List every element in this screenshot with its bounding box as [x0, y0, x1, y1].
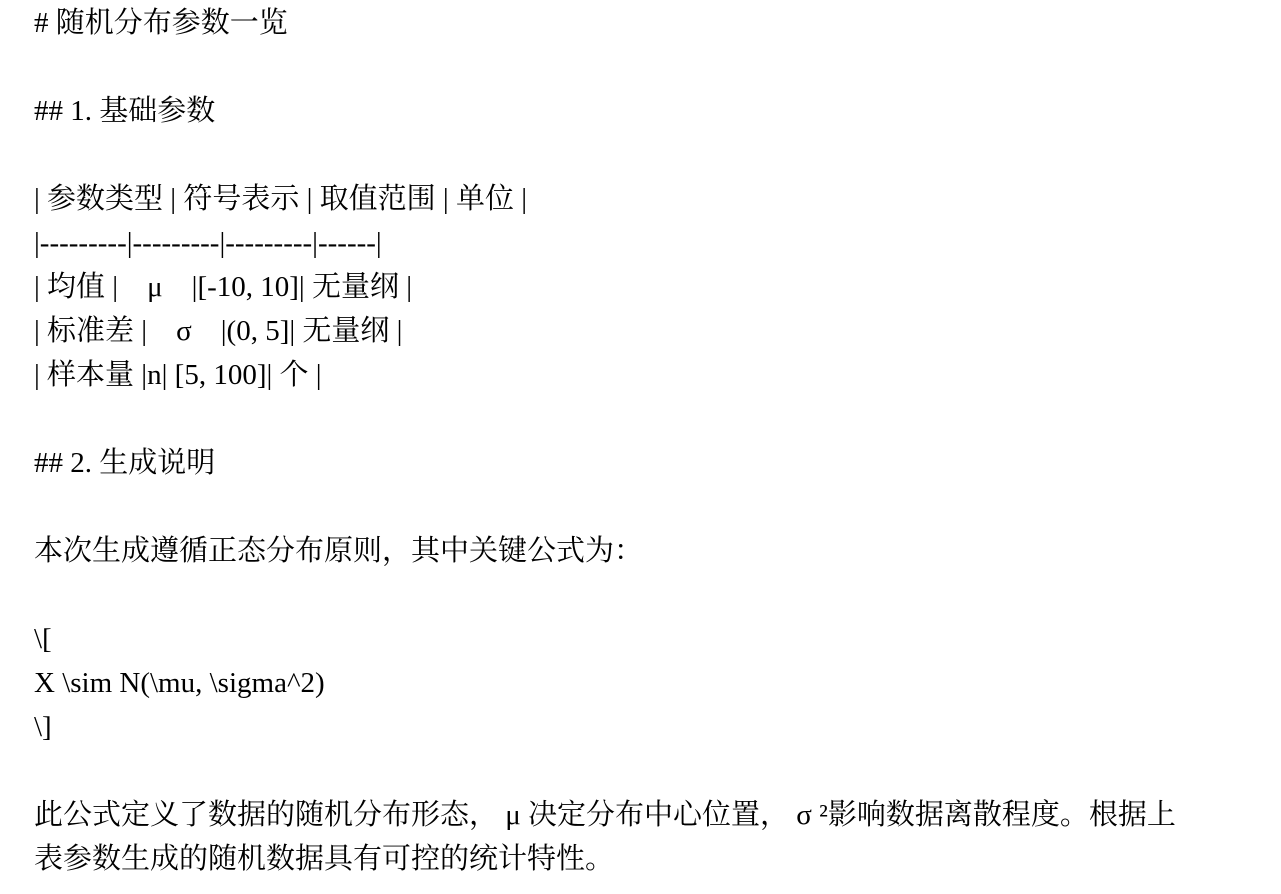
intro-paragraph-block — [34, 529, 1253, 573]
table-header-line: | 参数类型 | 符号表示 | 取值范围 | 单位 | — [34, 183, 528, 215]
table-row-samplesize: | 样本量 |n| [5, 100]| 个 | — [34, 359, 322, 391]
closing-paragraph-line-1: 此公式定义了数据的随机分布形态， μ 决定分布中心位置， σ ²影响数据离散程度。根据上 — [34, 799, 1176, 831]
intro-paragraph: 本次生成遵循正态分布原则，其中关键公式为： — [34, 535, 644, 567]
table-row-stddev: | 标准差 | σ |(0, 5]| 无量纲 | — [34, 315, 403, 347]
formula-open-delimiter: \[ — [34, 623, 52, 655]
table-row-mean: | 均值 | μ |[-10, 10]| 无量纲 | — [34, 271, 413, 303]
latex-formula-block — [34, 617, 1253, 749]
section-1-heading: ## 1. 基础参数 — [34, 95, 216, 127]
closing-paragraph-line-2: 表参数生成的随机数据具有可控的统计特性。 — [34, 843, 615, 875]
parameter-table-block — [34, 177, 1253, 397]
doc-title-block — [34, 1, 1253, 45]
section-1-heading-block — [34, 89, 1253, 133]
formula-close-delimiter: \] — [34, 711, 52, 743]
section-2-heading: ## 2. 生成说明 — [34, 447, 216, 479]
doc-title-line: # 随机分布参数一览 — [34, 7, 288, 39]
table-separator-line: |---------|---------|---------|------| — [34, 227, 382, 259]
section-2-heading-block — [34, 441, 1253, 485]
closing-paragraph-block — [34, 793, 1253, 881]
formula-expression: X \sim N(\mu, \sigma^2) — [34, 667, 325, 699]
